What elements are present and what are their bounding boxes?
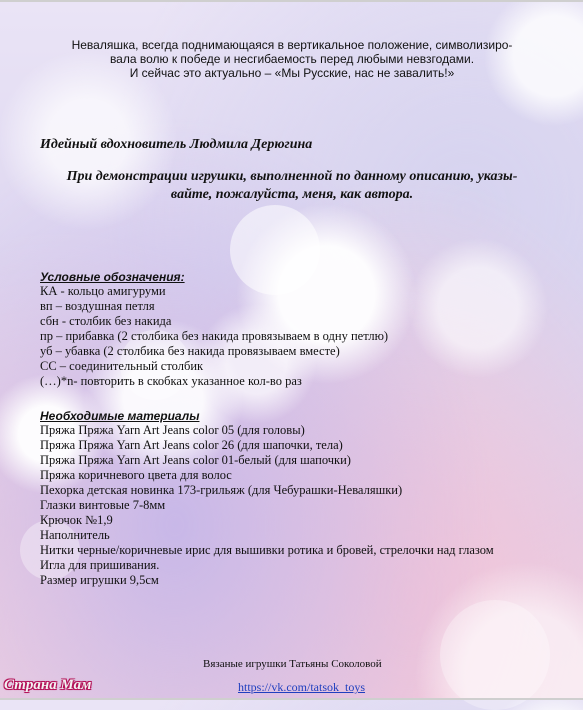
legend-title: Условные обозначения: <box>40 270 185 284</box>
materials-list <box>40 423 494 588</box>
footer-author: Вязаные игрушки Татьяны Соколовой <box>203 658 382 670</box>
list-item: КА - кольцо амигуруми <box>40 284 166 298</box>
intro-line-2: вала волю к победе и несгибаемость перед любыми невзгодами. <box>109 52 475 66</box>
strana-mam-logo: Страна Мам <box>4 677 92 693</box>
list-item: Крючок №1,9 <box>40 513 113 527</box>
demo-line-1: При демонстрации игрушки, выполненной по данному описанию, указы- <box>66 169 518 184</box>
list-item: Пряжа коричневого цвета для волос <box>40 468 232 482</box>
legend-list <box>40 284 388 389</box>
list-item: сбн - столбик без накида <box>40 314 172 328</box>
list-item: Пехорка детская новинка 173-грильяж (для Чебурашки-Неваляшки) <box>40 483 403 497</box>
footer-vk-link[interactable]: https://vk.com/tatsok_toys <box>238 680 366 694</box>
demo-notice <box>36 168 548 204</box>
list-item: Размер игрушки 9,5см <box>40 573 159 587</box>
list-item: Нитки черные/коричневые ирис для вышивки ротика и бровей, стрелочки над глазом <box>40 543 494 557</box>
intro-line-1: Неваляшка, всегда поднимающаяся в вертикальное положение, символизиро- <box>71 38 513 52</box>
list-item: (…)*n- повторить в скобках указанное кол-во раз <box>40 374 302 388</box>
list-item: Игла для пришивания. <box>40 558 160 572</box>
author-line: Идейный вдохновитель Людмила Дерюгина <box>40 137 313 152</box>
demo-line-2: вайте, пожалуйста, меня, как автора. <box>170 187 414 202</box>
list-item: Пряжа Пряжа Yarn Art Jeans color 26 (для шапочки, тела) <box>40 438 343 452</box>
top-border <box>0 0 583 2</box>
list-item: пр – прибавка (2 столбика без накида провязываем в одну петлю) <box>40 329 389 343</box>
intro-paragraph <box>36 38 548 80</box>
intro-line-3: И сейчас это актуально – «Мы Русские, нас не завалить!» <box>129 66 455 80</box>
list-item: Пряжа Пряжа Yarn Art Jeans color 01-белый (для шапочки) <box>40 453 351 467</box>
list-item: уб – убавка (2 столбика без накида провязываем вместе) <box>40 344 340 358</box>
materials-title: Необходимые материалы <box>40 409 200 423</box>
bokeh-circle <box>230 205 320 295</box>
bokeh-circle <box>440 600 550 710</box>
list-item: СС – соединительный столбик <box>40 359 204 373</box>
list-item: Наполнитель <box>40 528 110 542</box>
list-item: Пряжа Пряжа Yarn Art Jeans color 05 (для головы) <box>40 423 305 437</box>
list-item: вп – воздушная петля <box>40 299 155 313</box>
list-item: Глазки винтовые 7-8мм <box>40 498 166 512</box>
